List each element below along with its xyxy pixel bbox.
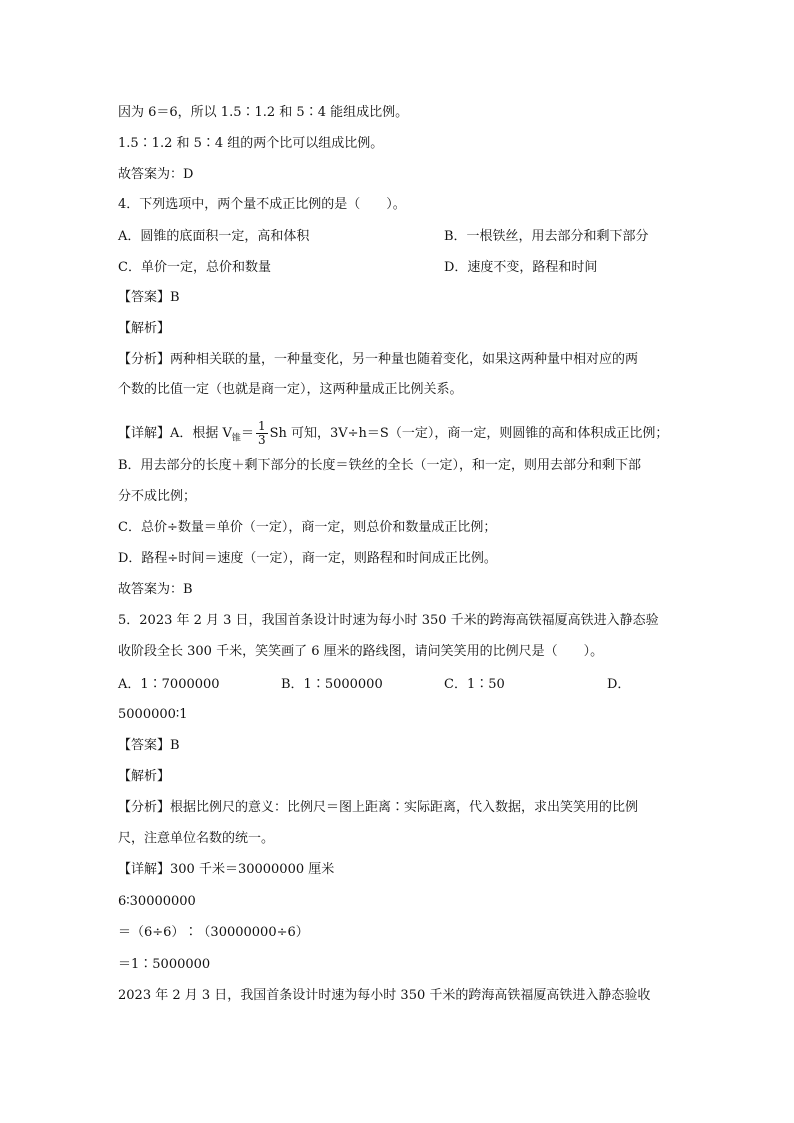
q5-option-d-value: 5000000∶1 bbox=[118, 707, 188, 722]
detail-text: Sh 可知，3V÷h＝S（一定），商一定，则圆锥的高和体积成正比例； bbox=[269, 426, 669, 441]
fraction-one-third bbox=[256, 420, 268, 447]
fraction-numerator: 1 bbox=[257, 419, 266, 433]
q4-analysis-line: 【分析】两种相关联的量，一种量变化，另一种量也随着变化，如果这两种量中相对应的两 bbox=[118, 352, 639, 367]
q4-analysis-line: 个数的比值一定（也就是商一定），这两种量成正比例关系。 bbox=[118, 382, 463, 397]
q5-answer: 【答案】B bbox=[118, 738, 180, 753]
volume-subscript: 锥 bbox=[231, 433, 241, 444]
q5-option-d: D． bbox=[607, 677, 631, 692]
text-line: 故答案为：D bbox=[118, 167, 194, 182]
q4-option-d: D．速度不变，路程和时间 bbox=[444, 260, 598, 275]
q5-option-b: B．1∶5000000 bbox=[281, 677, 383, 692]
q4-detail-a bbox=[118, 420, 668, 448]
q5-option-a: A．1∶7000000 bbox=[118, 677, 220, 692]
q5-analysis-line: 尺，注意单位名数的统一。 bbox=[118, 831, 275, 846]
text-line: 1.5∶1.2 和 5∶4 组的两个比可以组成比例。 bbox=[118, 136, 384, 151]
question-5-stem-cont: 收阶段全长 300 千米，笑笑画了 6 厘米的路线图，请问笑笑用的比例尺是（ ）。 bbox=[118, 644, 604, 659]
q5-calc-line: 6∶30000000 bbox=[118, 894, 196, 909]
fraction-denominator: 3 bbox=[257, 433, 266, 447]
q5-option-c: C．1∶50 bbox=[444, 677, 505, 692]
q4-answer: 【答案】B bbox=[118, 290, 180, 305]
question-4-stem: 4．下列选项中，两个量不成正比例的是（ ）。 bbox=[118, 197, 406, 212]
q5-detail: 【详解】300 千米＝30000000 厘米 bbox=[118, 862, 335, 877]
question-5-stem: 5．2023 年 2 月 3 日，我国首条设计时速为每小时 350 千米的跨海高铁福厦高铁进入静态验 bbox=[118, 613, 659, 628]
q4-option-a: A．圆锥的底面积一定，高和体积 bbox=[118, 229, 310, 244]
q5-calc-line: ＝1∶5000000 bbox=[118, 957, 211, 972]
q5-analysis-line: 【分析】根据比例尺的意义：比例尺＝图上距离∶实际距离，代入数据，求出笑笑用的比例 bbox=[118, 800, 639, 815]
q4-detail-b: B．用去部分的长度＋剩下部分的长度＝铁丝的全长（一定），和一定，则用去部分和剩下部 bbox=[118, 458, 642, 473]
q4-analysis-heading: 【解析】 bbox=[118, 321, 171, 336]
q5-calc-line: ＝（6÷6）∶（30000000÷6） bbox=[118, 925, 309, 940]
q5-tail-line: 2023 年 2 月 3 日，我国首条设计时速为每小时 350 千米的跨海高铁福厦高铁进入静态验收 bbox=[118, 988, 651, 1003]
equals-sign: ＝ bbox=[240, 426, 254, 441]
q4-detail-c: C．总价÷数量＝单价（一定），商一定，则总价和数量成正比例； bbox=[118, 520, 497, 535]
q4-detail-d: D．路程÷时间＝速度（一定），商一定，则路程和时间成正比例。 bbox=[118, 551, 497, 566]
q4-detail-b-cont: 分不成比例； bbox=[118, 489, 197, 504]
q5-analysis-heading: 【解析】 bbox=[118, 769, 171, 784]
q4-option-b: B．一根铁丝，用去部分和剩下部分 bbox=[444, 229, 649, 244]
q4-conclusion: 故答案为：B bbox=[118, 582, 193, 597]
q4-option-c: C．单价一定，总价和数量 bbox=[118, 260, 271, 275]
detail-text: 【详解】A．根据 V bbox=[118, 426, 232, 441]
text-line: 因为 6＝6，所以 1.5∶1.2 和 5∶4 能组成比例。 bbox=[118, 105, 409, 120]
